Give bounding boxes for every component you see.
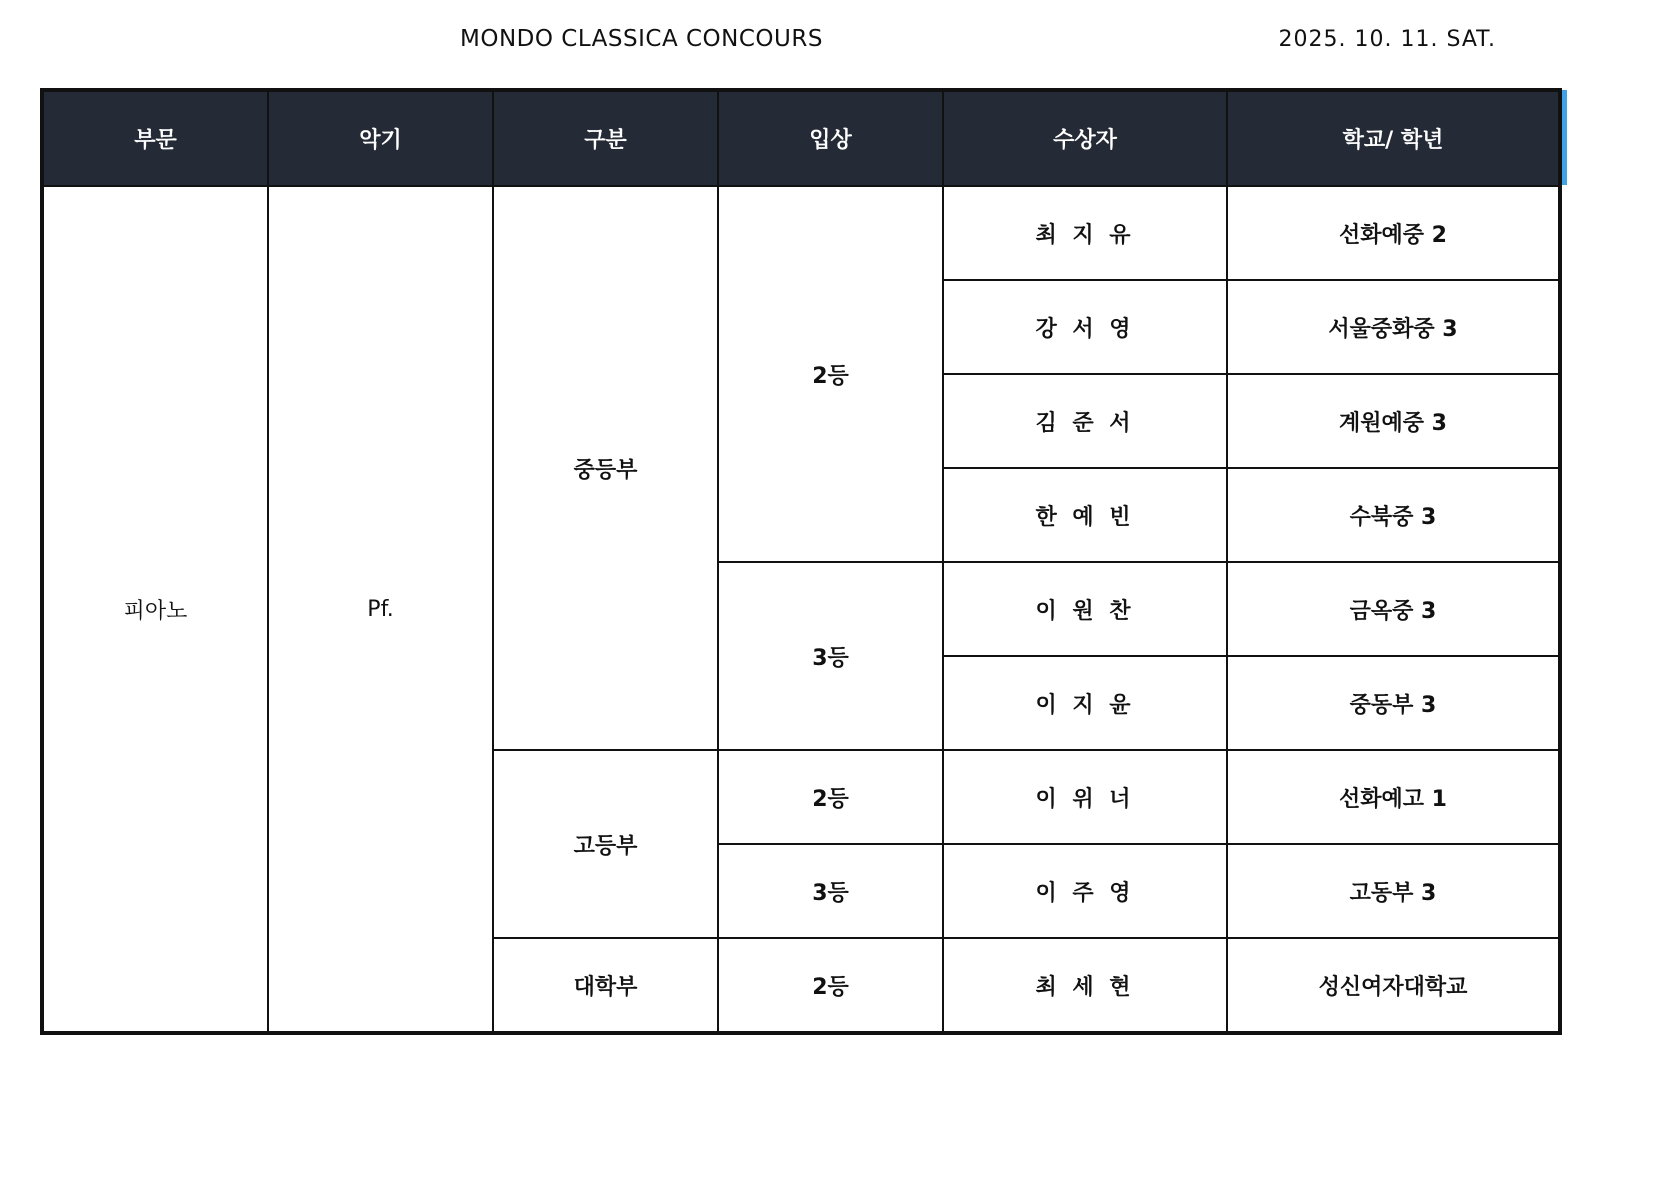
- school-cell: 계원예중 3: [1227, 374, 1560, 468]
- table-header-row: [42, 90, 1560, 186]
- winner-name-cell: 강 서 영: [943, 280, 1227, 374]
- rank-cell: 2등: [718, 186, 943, 562]
- winner-name-cell: 이 원 찬: [943, 562, 1227, 656]
- school-cell: 선화예고 1: [1227, 750, 1560, 844]
- rank-cell: 3등: [718, 562, 943, 750]
- school-cell: 수북중 3: [1227, 468, 1560, 562]
- instrument-cell: Pf.: [268, 186, 493, 1033]
- winner-name-cell: 한 예 빈: [943, 468, 1227, 562]
- winner-name-cell: 이 위 너: [943, 750, 1227, 844]
- winner-name-cell: 김 준 서: [943, 374, 1227, 468]
- event-date: 2025. 10. 11. SAT.: [1278, 27, 1496, 52]
- school-cell: 고동부 3: [1227, 844, 1560, 938]
- winner-name-cell: 이 주 영: [943, 844, 1227, 938]
- rank-cell: 3등: [718, 844, 943, 938]
- school-cell: 성신여자대학교: [1227, 938, 1560, 1033]
- school-cell: 중동부 3: [1227, 656, 1560, 750]
- winner-name-cell: 최 지 유: [943, 186, 1227, 280]
- winner-name-cell: 최 세 현: [943, 938, 1227, 1033]
- rank-cell: 2등: [718, 750, 943, 844]
- division-cell: 고등부: [493, 750, 718, 938]
- school-cell: 서울중화중 3: [1227, 280, 1560, 374]
- school-cell: 선화예중 2: [1227, 186, 1560, 280]
- division-cell: 대학부: [493, 938, 718, 1033]
- winner-name-cell: 이 지 윤: [943, 656, 1227, 750]
- rank-cell: 2등: [718, 938, 943, 1033]
- column-header-instrument: 악기: [268, 90, 493, 186]
- column-header-winner: 수상자: [943, 90, 1227, 186]
- column-header-category: 부문: [42, 90, 268, 186]
- division-cell: 중등부: [493, 186, 718, 750]
- school-cell: 금옥중 3: [1227, 562, 1560, 656]
- category-cell: 피아노: [42, 186, 268, 1033]
- results-table: [40, 88, 1562, 1035]
- table-row: [42, 186, 1560, 280]
- column-header-school: 학교/ 학년: [1227, 90, 1560, 186]
- column-header-rank: 입상: [718, 90, 943, 186]
- column-header-division: 구분: [493, 90, 718, 186]
- document-title: MONDO CLASSICA CONCOURS: [460, 26, 823, 52]
